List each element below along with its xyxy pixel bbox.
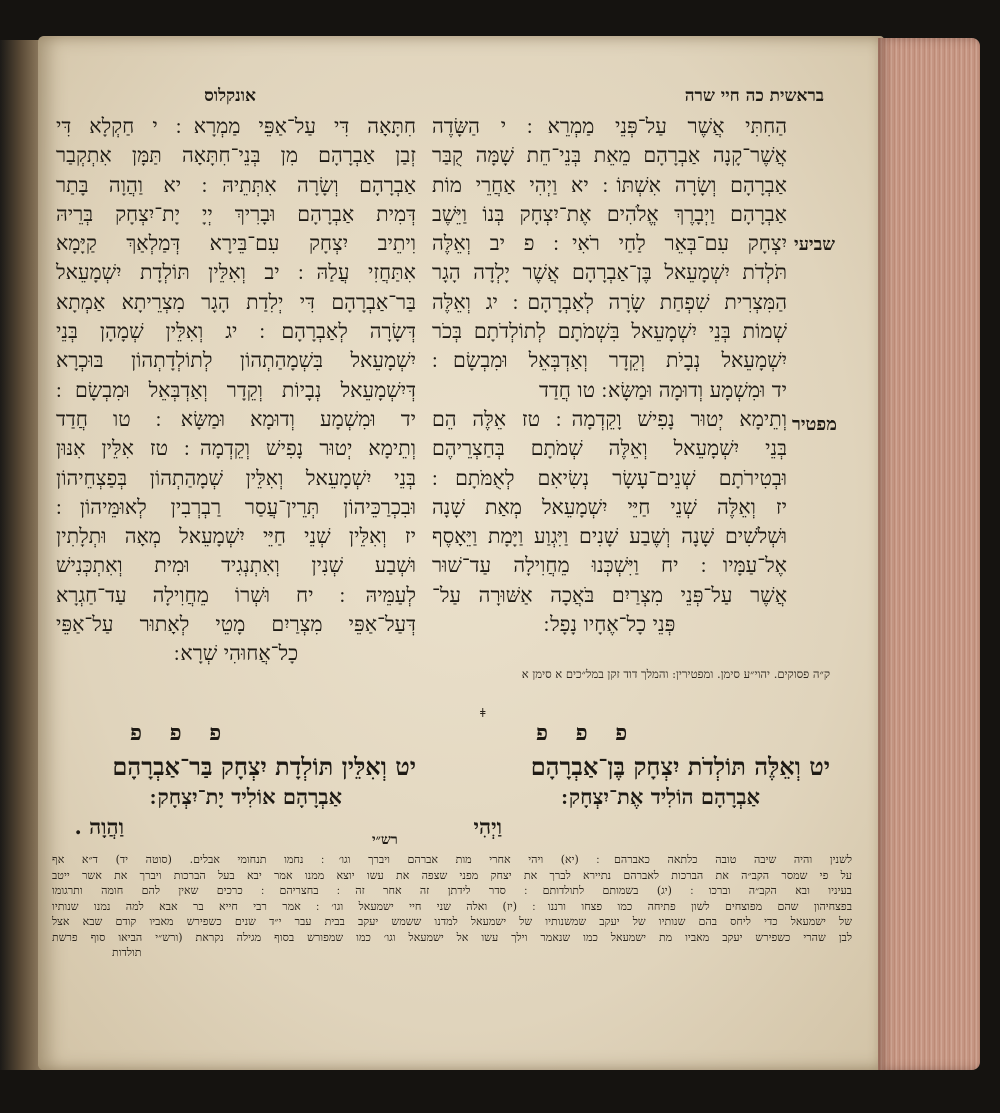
side-note-maftir: מפטיר — [792, 414, 837, 435]
aramaic-line: דְּעַל־אַפֵּי מִצְרַיִם מָטֵי לְאָתוּר עַל־אַפֵּי — [56, 612, 416, 637]
aramaic-line: אִתַּחֲזִי עֲלַהּ ׃ יב וְאִלֵּין תּוֹלְדָת יִשְׁמָעֵאל — [56, 260, 416, 285]
toldot-hebrew-line: אַבְרָהָם הוֹלִיד אֶת־יִצְחָק ׃ — [561, 784, 760, 809]
hebrew-line: פְּנֵי כָל־אֶחָיו נָפָל ׃ — [543, 612, 676, 637]
aramaic-line: זְבַן אַבְרָהָם מִן בְּנֵי־חִתָּאָה תַּמָּן אִתְקְבַר — [56, 143, 416, 168]
hebrew-line: יד וּמִשְׁמָע וְדוּמָה וּמַשָּׂא ׃ טו חֲדַד — [539, 377, 787, 402]
hebrew-line: הַמִּצְרִית שִׁפְחַת שָׂרָה לְאַבְרָהָם ׃ יג וְאֵלֶּה — [432, 289, 787, 314]
aramaic-line: כָל־אֲחוּהִי שְׁרָא ׃ — [173, 641, 299, 666]
aramaic-line: יִשְׁמָעֵאל בִּשְׁמָהַתְהוֹן לְתוֹלְדָתְהוֹן בּוּכְרָא — [56, 348, 416, 373]
parasha-footer-note: ק״ה פסוקים. יהוי״ע סימן. ומפטירין: והמלך דוד זקן במל״כים א סימן א — [521, 667, 830, 681]
petucha-marks-hebrew: פ פ פ — [536, 720, 638, 746]
rashi-heading: רש״י — [372, 832, 398, 848]
hebrew-line: אֶל־עַמָּיו ׃ יח וַיִּשְׁכְּנוּ מֵחֲוִילָה עַד־שׁוּר — [432, 553, 787, 578]
side-note-shevii: שביעי — [794, 234, 836, 255]
toldot-hebrew-line: יט וְאֵלֶּה תּוֹלְדֹת יִצְחָק בֶּן־אַבְרָהָם — [530, 752, 830, 781]
aramaic-line: לְעַמֵּיהּ ׃ יח וּשְׁרוֹ מֵחֲוִילָה עַד־חַגְרָא — [56, 582, 416, 607]
rashi-line: של ישמעאל כדי ליחס בהם שנותיו של יעקב שמשנותיו של ישמעאל למדנו ששמש יעקב בבית עבר י״ד שנים כשפירש מאביו קודם שבא אצל — [52, 915, 852, 928]
petucha-marks-aramaic: פ פ פ — [130, 720, 232, 746]
hebrew-line: אַבְרָהָם וְשָׂרָה אִשְׁתּוֹ ׃ יא וַיְהִי אַחֲרֵי מוֹת — [432, 172, 787, 197]
aramaic-line: חִתָּאָה דִּי עַל־אַפֵּי מַמְרָא ׃ י חַקְלָא דִּי — [56, 114, 417, 138]
toldot-hebrew — [440, 752, 830, 842]
hebrew-line: וּבְטִירֹתָם שְׁנֵים־עָשָׂר נְשִׂיאִם לְאֻמֹּתָם ׃ — [432, 465, 787, 490]
rashi-line: בעיניו ובא הקב״ה וברכו ׃ (יג) בשמותם לתולדותם ׃ סדר לידתן זה אחר זה ׃ בחצריהם ׃ כרכים שאין להם חומה ותרגומו — [52, 884, 852, 897]
hebrew-text-column — [432, 112, 787, 639]
hebrew-line: בְּנֵי יִשְׁמָעֵאל וְאֵלֶּה שְׁמֹתָם בְּחַצְרֵיהֶם — [432, 436, 787, 461]
hebrew-line: וּשְׁלֹשִׁים שָׁנָה וְשֶׁבַע שָׁנִים וַיִּגְוַע וַיָּמָת וַיֵּאָסֶף — [432, 524, 787, 549]
dagger-mark: ǂ — [480, 706, 486, 720]
hebrew-line: יִשְׁמָעֵאל נְבָיֹת וְקֵדָר וְאַדְבְּאֵל וּמִבְשָׂם ׃ — [432, 348, 787, 373]
aramaic-line: דְּשָׂרָה לְאַבְרָהָם ׃ יג וְאִלֵּין שְׁמָהָן בְּנֵי — [56, 319, 416, 344]
hebrew-line: יז וְאֵלֶּה שְׁנֵי חַיֵּי יִשְׁמָעֵאל מְאַת שָׁנָה — [432, 494, 787, 519]
aramaic-line: וִיתֵיב יִצְחָק עִם־בֵּירָא דְּמַלְאַךְ קַיָּמָא — [56, 231, 416, 256]
hebrew-line: יִצְחָק עִם־בְּאֵר לַחַי רֹאִי ׃ פ יב וְאֵלֶּה — [432, 231, 787, 256]
hebrew-line: הַחִתִּי אֲשֶׁר עַל־פְּנֵי מַמְרֵא ׃ י הַשָּׂדֶה — [432, 114, 787, 138]
hebrew-line: אֲשֶׁר עַל־פְּנֵי מִצְרַיִם בֹּאֲכָה אַשּׁוּרָה עַל־ — [432, 582, 787, 607]
aramaic-line: בַּר־אַבְרָהָם דִּי יְלִדַת הָגָר מִצְרֵיתָא אַמְתָא — [56, 289, 416, 314]
aramaic-line: אַבְרָהָם וְשָׂרָה אִתְּתֵיהּ ׃ יא וַהֲוָה בָּתַר — [56, 172, 416, 197]
aramaic-line: דְּיִשְׁמָעֵאל נְבָיוֹת וְקֵדָר וְאַדְבְּאֵל וּמִבְשָׂם ׃ — [56, 377, 416, 402]
hebrew-line: אֲשֶׁר־קָנָה אַבְרָהָם מֵאֵת בְּנֵי־חֵת שָׁמָּה קֻבַּר — [432, 143, 787, 168]
aramaic-line: וּבִכְרַכֵּיהוֹן תְּרֵין־עֲסַר רַבְרְבִין לְאוּמֵּיהוֹן ׃ — [56, 494, 416, 519]
aramaic-line: בְּנֵי יִשְׁמָעֵאל וְאִלֵּין שְׁמָהַתְהוֹן בְּפַצְחֵיהוֹן — [56, 465, 416, 490]
rashi-commentary — [52, 852, 852, 961]
toldot-aramaic-line: וַהֲוָה . — [74, 814, 124, 839]
hebrew-line: וְתֵימָא יְטוּר נָפִישׁ וָקֵדְמָה ׃ טז אֵלֶּה הֵם — [432, 406, 787, 431]
rashi-line: בפצחיהון שהם מפוצחים לשון פתיחה כמו פצחו ורננו ׃ (יז) ואלה שני חיי ישמעאל וגו׳ ׃ אמר רבי חייא בר אבא למה נמנו שנותיו — [52, 899, 852, 913]
rashi-catchword: תולדות — [112, 946, 142, 959]
aramaic-line: יד וּמִשְׁמָע וְדוּמָא וּמַשָּׂא ׃ טו חֲדַד — [56, 406, 416, 431]
hebrew-line: שְׁמוֹת בְּנֵי יִשְׁמָעֵאל בִּשְׁמֹתָם לְתוֹלְדֹתָם בְּכֹר — [432, 319, 787, 344]
toldot-aramaic — [46, 752, 416, 842]
page-edges — [878, 38, 980, 1070]
running-head-left: אונקלוס — [204, 86, 256, 106]
toldot-aramaic-line: אַבְרָהָם אוֹלִיד יָת־יִצְחָק ׃ — [150, 784, 342, 809]
running-head-right: בראשית כה חיי שרה — [684, 86, 824, 106]
rashi-line: לבן שהרי כשפירש יעקב מאביו מת ישמעאל כמו שנאמר וילך עשו אל ישמעאל וגו׳ כמו שמפורש בסוף מגילה נקראת (ורש״י הביאו סוף פרשת — [52, 930, 852, 944]
hebrew-line: תֹּלְדֹת יִשְׁמָעֵאל בֶּן־אַבְרָהָם אֲשֶׁר יָלְדָה הָגָר — [432, 260, 787, 285]
aramaic-line: יז וְאִלֵּין שְׁנֵי חַיֵּי יִשְׁמָעֵאל מְאָה וּתְלָתִין — [56, 524, 416, 549]
rashi-line: לשנין והיה שיבה טובה כלתאה כאברהם ׃ (יא) ויהי אחרי מות אברהם ויברך וגו׳ ׃ נחמו תנחומי אבלים. (סוטה יד) ד״א אף — [52, 853, 852, 866]
aramaic-line: וּשְׁבַע שְׁנִין וְאִתְנְגִיד וּמִית וְאִתְכְּנִישׁ — [56, 553, 416, 578]
hebrew-line: אַבְרָהָם וַיְבָרֶךְ אֱלֹהִים אֶת־יִצְחָק בְּנוֹ וַיֵּשֶׁב — [432, 201, 787, 226]
toldot-hebrew-line: וַיְהִי — [473, 814, 502, 839]
rashi-line: על פי שמסר הקב״ה את הברכות לאברהם נתיירא לברך את יצחק מפני שצפה את עשו יוצא ממנו אמר יבא בעל הברכות ויברך את אשר ייטב — [52, 868, 852, 882]
aramaic-line: דְּמִית אַבְרָהָם וּבָרִיךְ יְיָ יָת־יִצְחָק בְּרֵיהּ — [56, 201, 416, 226]
aramaic-text-column — [56, 112, 416, 669]
toldot-aramaic-line: יט וְאִלֵּין תּוֹלְדָת יִצְחָק בַּר־אַבְרָהָם — [112, 752, 416, 781]
aramaic-line: וְתֵימָא יְטוּר נָפִישׁ וְקֵדְמָה ׃ טז אִלֵּין אִנּוּן — [56, 436, 416, 461]
